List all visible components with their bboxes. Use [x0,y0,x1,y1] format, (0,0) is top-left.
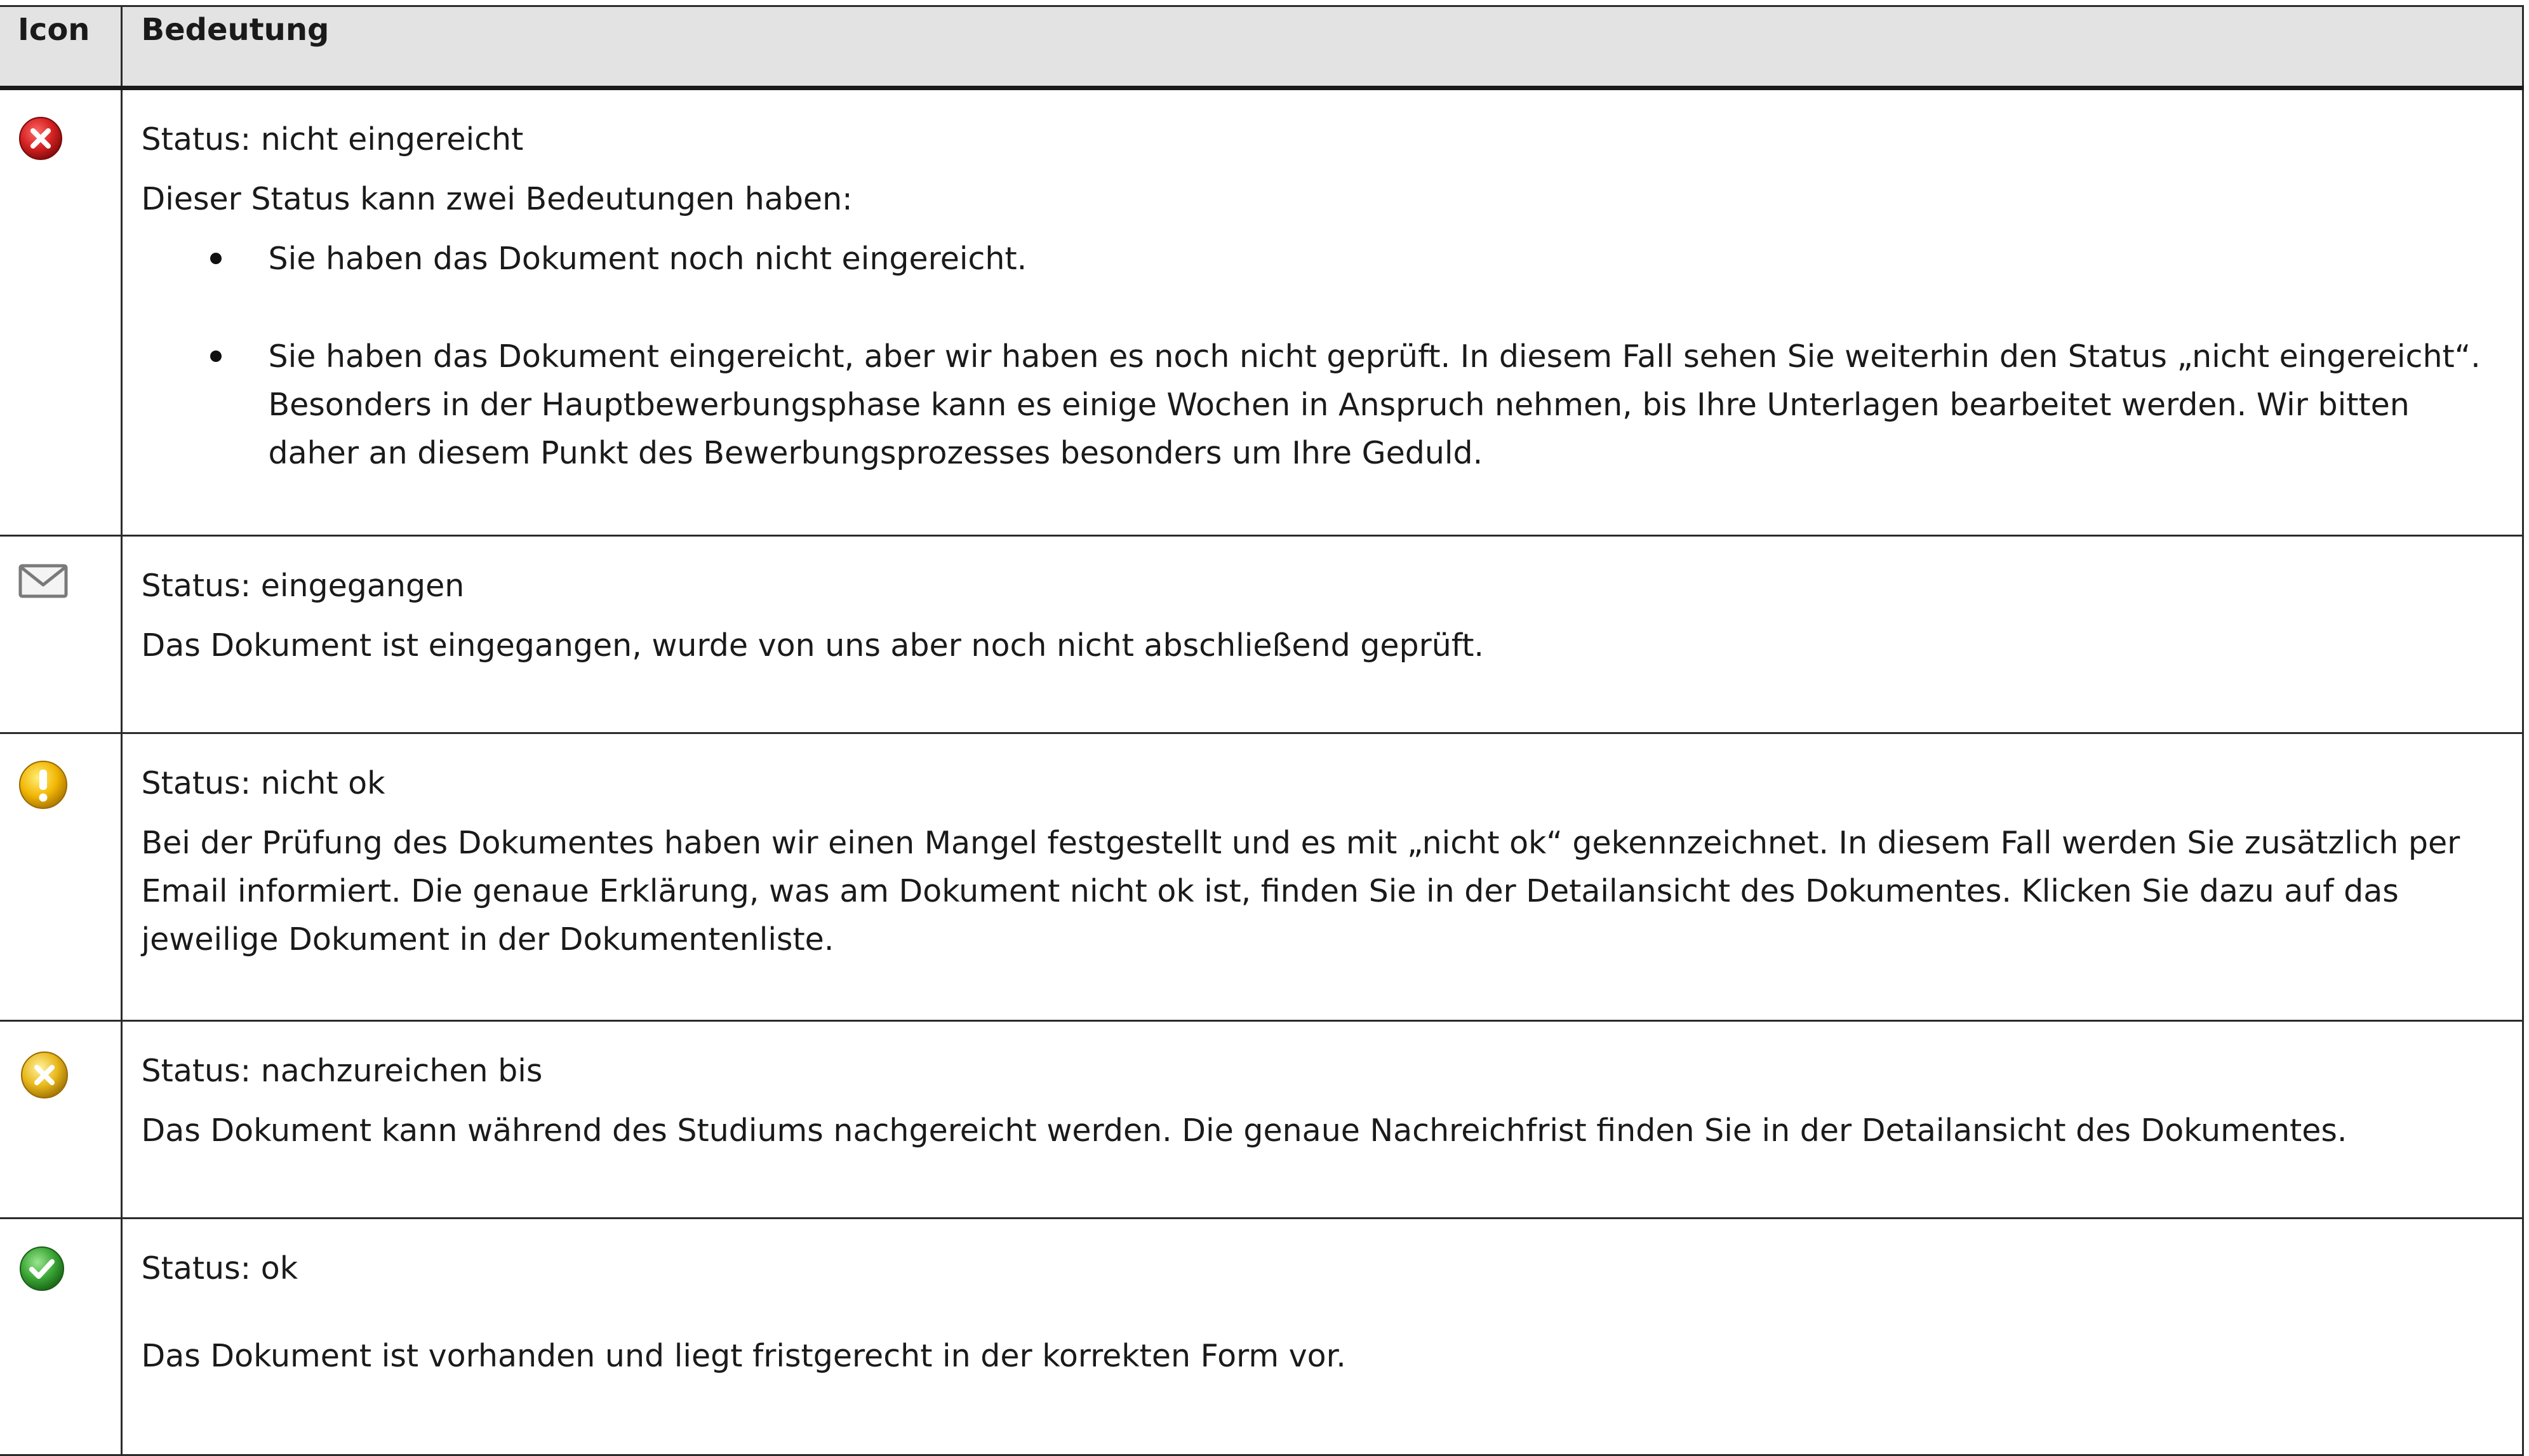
status-title: Status: nicht eingereicht [141,121,524,157]
status-title: Status: eingegangen [141,568,465,604]
status-description: Bei der Prüfung des Dokumentes haben wir einen Mangel festgestellt und es mit „nicht ok“ gekennzeichnet. In diesem Fall werden Sie zusätzlich per Email informiert. Die genaue Erklärung, was am Dokument nicht ok ist, finden Sie in der Detailansicht des Dokumentes. Klicken Sie dazu auf das jeweilige Dokument in der Dokumentenliste. [141,825,2460,958]
table-row [0,1219,2523,1455]
table-header-row [0,6,2523,88]
icon-cell [0,1219,121,1455]
icon-cell [0,733,121,1021]
table-row [0,536,2523,733]
list-item [142,235,2504,283]
status-legend-table [0,5,2524,1456]
status-description: Das Dokument ist vorhanden und liegt fristgerecht in der korrekten Form vor. [141,1338,1346,1374]
status-title: Status: nicht ok [141,765,385,801]
status-description: Das Dokument kann während des Studiums nachgereicht werden. Die genaue Nachreichfrist finden Sie in der Detailansicht des Dokumentes. [141,1112,2347,1149]
bullet-text: Sie haben das Dokument eingereicht, aber wir haben es noch nicht geprüft. In diesem Fall sehen Sie weiterhin den Status „nicht eingereicht“. Besonders in der Hauptbewerbungsphase kann es einige Wochen in Anspruch nehmen, bis Ihre Unterlagen bearbeitet werden. Wir bitten daher an diesem Punkt des Bewerbungsprozesses besonders um Ihre Geduld. [268,338,2481,471]
status-title: Status: ok [141,1250,298,1286]
green-check-icon [18,1245,63,1290]
red-x-circle-icon [18,116,63,161]
meaning-cell [121,733,2523,1021]
meaning-cell [121,1021,2523,1219]
status-description: Dieser Status kann zwei Bedeutungen haben: [141,181,853,217]
icon-cell [0,88,121,536]
bullet-icon [210,253,222,264]
bullet-list [142,235,2504,478]
table-row [0,88,2523,536]
list-item [142,333,2504,478]
meaning-cell [121,88,2523,536]
bullet-text: Sie haben das Dokument noch nicht eingereicht. [268,241,1027,277]
status-title: Status: nachzureichen bis [141,1053,543,1089]
envelope-icon [18,562,63,608]
header-meaning: Bedeutung [121,6,2523,88]
header-icon: Icon [0,6,121,88]
table-row [0,1021,2523,1219]
meaning-cell [121,536,2523,733]
table-row [0,733,2523,1021]
meaning-cell [121,1219,2523,1455]
icon-cell [0,1021,121,1219]
status-description: Das Dokument ist eingegangen, wurde von uns aber noch nicht abschließend geprüft. [141,627,1484,664]
bullet-icon [210,351,222,362]
icon-cell [0,536,121,733]
yellow-exclamation-icon [18,759,63,805]
yellow-x-circle-icon [18,1047,63,1093]
